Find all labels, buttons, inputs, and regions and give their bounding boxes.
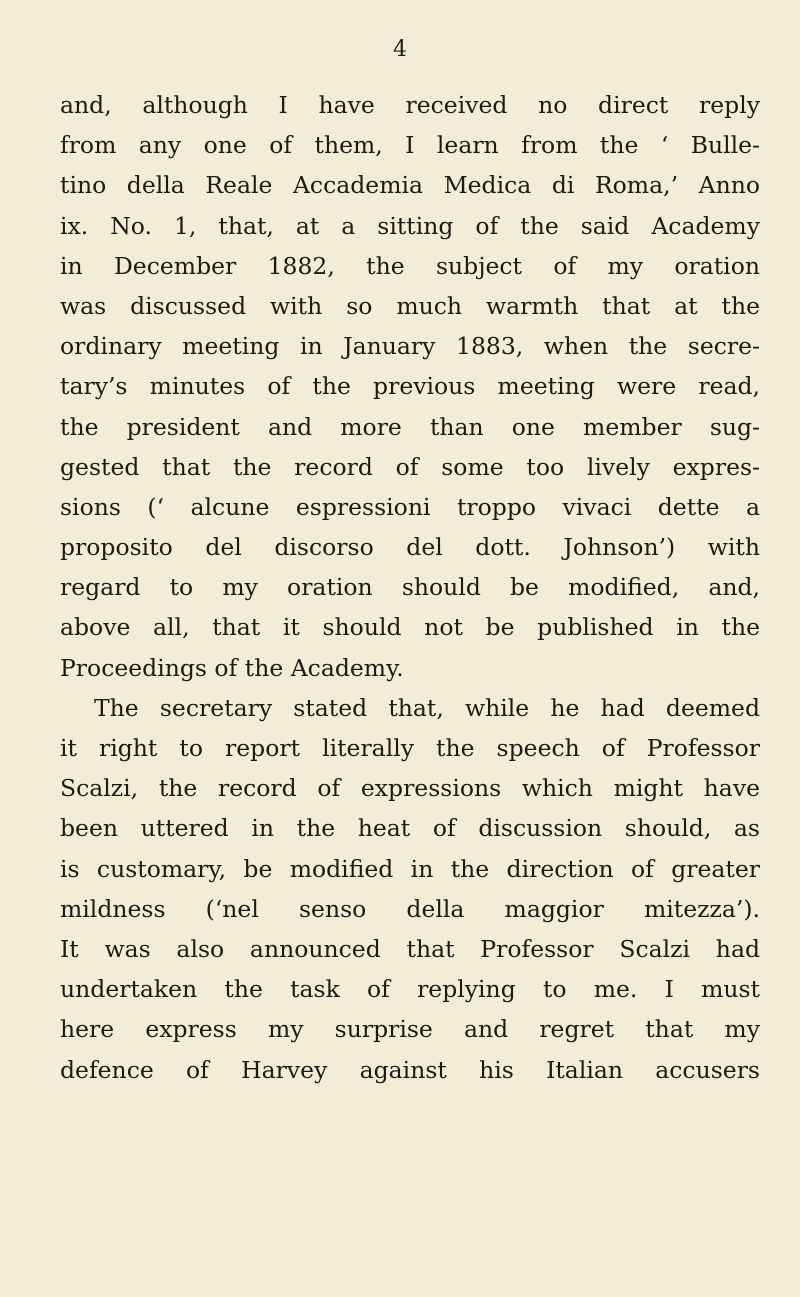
text-line: mildness (‘nel senso della maggior mitezza’). — [60, 894, 760, 923]
text-line: was discussed with so much warmth that at the — [60, 291, 760, 320]
text-line: regard to my oration should be modified, and, — [60, 573, 760, 602]
page-number: 4 — [393, 37, 407, 62]
text-line: undertaken the task of replying to me. I must — [60, 975, 760, 1004]
text-line: in December 1882, the subject of my oration — [60, 251, 760, 280]
text-line: the president and more than one member sug- — [60, 412, 760, 441]
text-line: from any one of them, I learn from the ‘ Bulle- — [60, 131, 760, 160]
text-line: Scalzi, the record of expressions which might have — [60, 774, 760, 803]
text-line: It was also announced that Professor Scalzi had — [60, 934, 760, 963]
text-line: Proceedings of the Academy. — [60, 653, 404, 682]
text-line: sions (‘ alcune espressioni troppo vivaci dette a — [60, 492, 760, 521]
text-line: above all, that it should not be published in the — [60, 613, 760, 642]
text-line: gested that the record of some too lively expres- — [60, 452, 760, 481]
text-line: proposito del discorso del dott. Johnson’) with — [60, 533, 760, 562]
text-line: been uttered in the heat of discussion should, as — [60, 814, 760, 843]
text-line: is customary, be modified in the direction of greater — [60, 854, 760, 883]
text-line: it right to report literally the speech of Professor — [60, 734, 760, 762]
text-line: tary’s minutes of the previous meeting were read, — [60, 372, 760, 401]
text-line: here express my surprise and regret that my — [60, 1015, 760, 1044]
text-line: ordinary meeting in January 1883, when the secre- — [60, 332, 760, 361]
text-line: The secretary stated that, while he had deemed — [94, 693, 760, 722]
text-line: ix. No. 1, that, at a sitting of the said Academy — [60, 211, 760, 240]
text-line: and, although I have received no direct reply — [60, 91, 760, 119]
text-line: tino della Reale Accademia Medica di Roma,’ Anno — [60, 171, 760, 200]
body-text — [60, 85, 760, 1090]
text-line: defence of Harvey against his Italian accusers — [60, 1055, 760, 1084]
